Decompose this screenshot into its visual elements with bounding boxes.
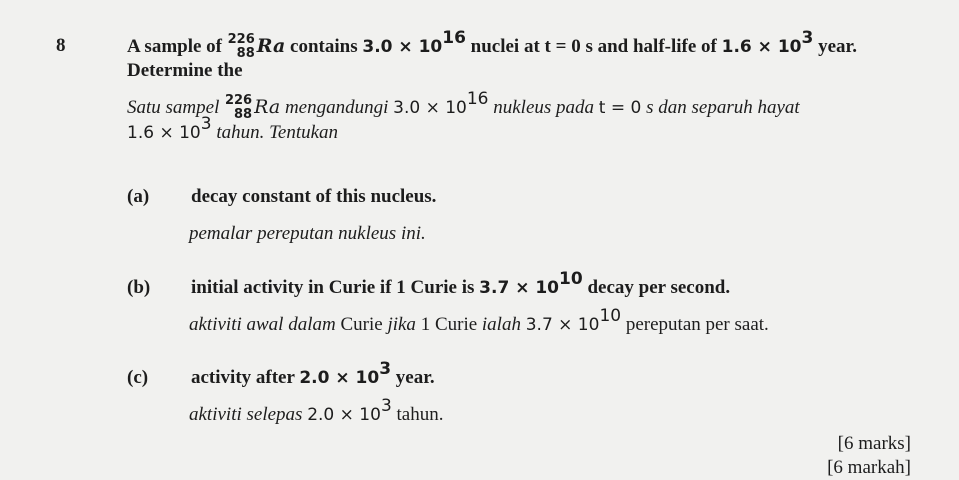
element-symbol-ms: Ra (254, 96, 281, 118)
nuclei-count-coeff: 3.0 × 10 (362, 37, 443, 57)
part-c-en-pre: activity after (191, 367, 295, 388)
time-coeff: 2.0 × 10 (299, 368, 380, 388)
nuclei-count-exp: 16 (442, 28, 466, 48)
part-c-en-post: year. (395, 367, 435, 388)
part-b-ms-one-curie: 1 Curie (420, 314, 478, 335)
part-b-ms-post: pereputan per saat. (625, 314, 769, 335)
part-b-ms-curie: Curie (340, 314, 383, 335)
stem-en-nuclei-at: nuclei at t = 0 s and half-life of (470, 36, 717, 57)
nuclide-symbol-ms (224, 93, 254, 122)
stem-ms-t0: t = 0 (598, 98, 642, 118)
nuclei-count-exp-ms: 16 (466, 89, 489, 109)
part-c-en (191, 359, 435, 390)
part-c-label: (c) (127, 367, 149, 388)
part-b-ms-jika: jika (387, 314, 416, 335)
stem-en-line-1 (127, 28, 857, 61)
part-c-ms (189, 396, 444, 427)
part-b-en-post: decay per second. (587, 277, 731, 298)
halflife-exp: 3 (801, 28, 814, 48)
part-b-ms-pre1: aktiviti awal dalam (189, 314, 336, 335)
time-exp: 3 (379, 359, 392, 379)
part-b-ms-ialah: ialah (481, 314, 521, 335)
curie-coeff-ms: 3.7 × 10 (525, 315, 600, 335)
part-b-ms (189, 306, 769, 337)
part-a-ms: pemalar pereputan nukleus ini. (189, 223, 426, 244)
stem-en-line-2: Determine the (127, 60, 243, 81)
part-b-label: (b) (127, 277, 151, 298)
curie-coeff: 3.7 × 10 (479, 278, 560, 298)
nuclide-symbol-en (227, 32, 257, 61)
part-c-ms-pre: aktiviti selepas (189, 404, 303, 425)
part-a-en: decay constant of this nucleus. (191, 186, 437, 207)
stem-ms-s-dan: s dan separuh hayat (646, 97, 800, 118)
halflife-coeff: 1.6 × 10 (721, 37, 802, 57)
part-c-ms-post: tahun. (396, 404, 444, 425)
atomic-number-ms: 88 (234, 107, 253, 122)
mass-number-ms: 226 (224, 93, 253, 108)
stem-ms-satu-sampel: Satu sampel (127, 97, 220, 118)
time-exp-ms: 3 (380, 396, 392, 416)
question-number: 8 (56, 35, 66, 56)
part-b-en-pre: initial activity in Curie if 1 Curie is (191, 277, 475, 298)
stem-ms-tahun-tentukan: tahun. Tentukan (216, 122, 339, 143)
atomic-number: 88 (236, 46, 255, 61)
part-b-en (191, 269, 731, 300)
element-symbol: Ra (256, 35, 286, 57)
time-coeff-ms: 2.0 × 10 (307, 405, 381, 425)
part-a-label: (a) (127, 186, 150, 207)
nuclei-count-coeff-ms: 3.0 × 10 (393, 98, 467, 118)
stem-en-contains: contains (290, 36, 358, 57)
mass-number: 226 (227, 32, 255, 47)
halflife-unit: year. (818, 36, 857, 57)
marks-en: [6 marks] (837, 433, 911, 454)
halflife-exp-ms: 3 (200, 114, 212, 134)
marks-ms: [6 markah] (827, 457, 911, 478)
stem-ms-mengandungi: mengandungi (284, 97, 389, 118)
stem-en-a-sample: A sample of (127, 36, 222, 57)
halflife-coeff-ms: 1.6 × 10 (127, 123, 201, 143)
stem-ms-nukleus-pada: nukleus pada (493, 97, 595, 118)
stem-ms-line-1 (127, 89, 800, 122)
curie-exp-ms: 10 (599, 306, 622, 326)
curie-exp: 10 (559, 269, 583, 289)
